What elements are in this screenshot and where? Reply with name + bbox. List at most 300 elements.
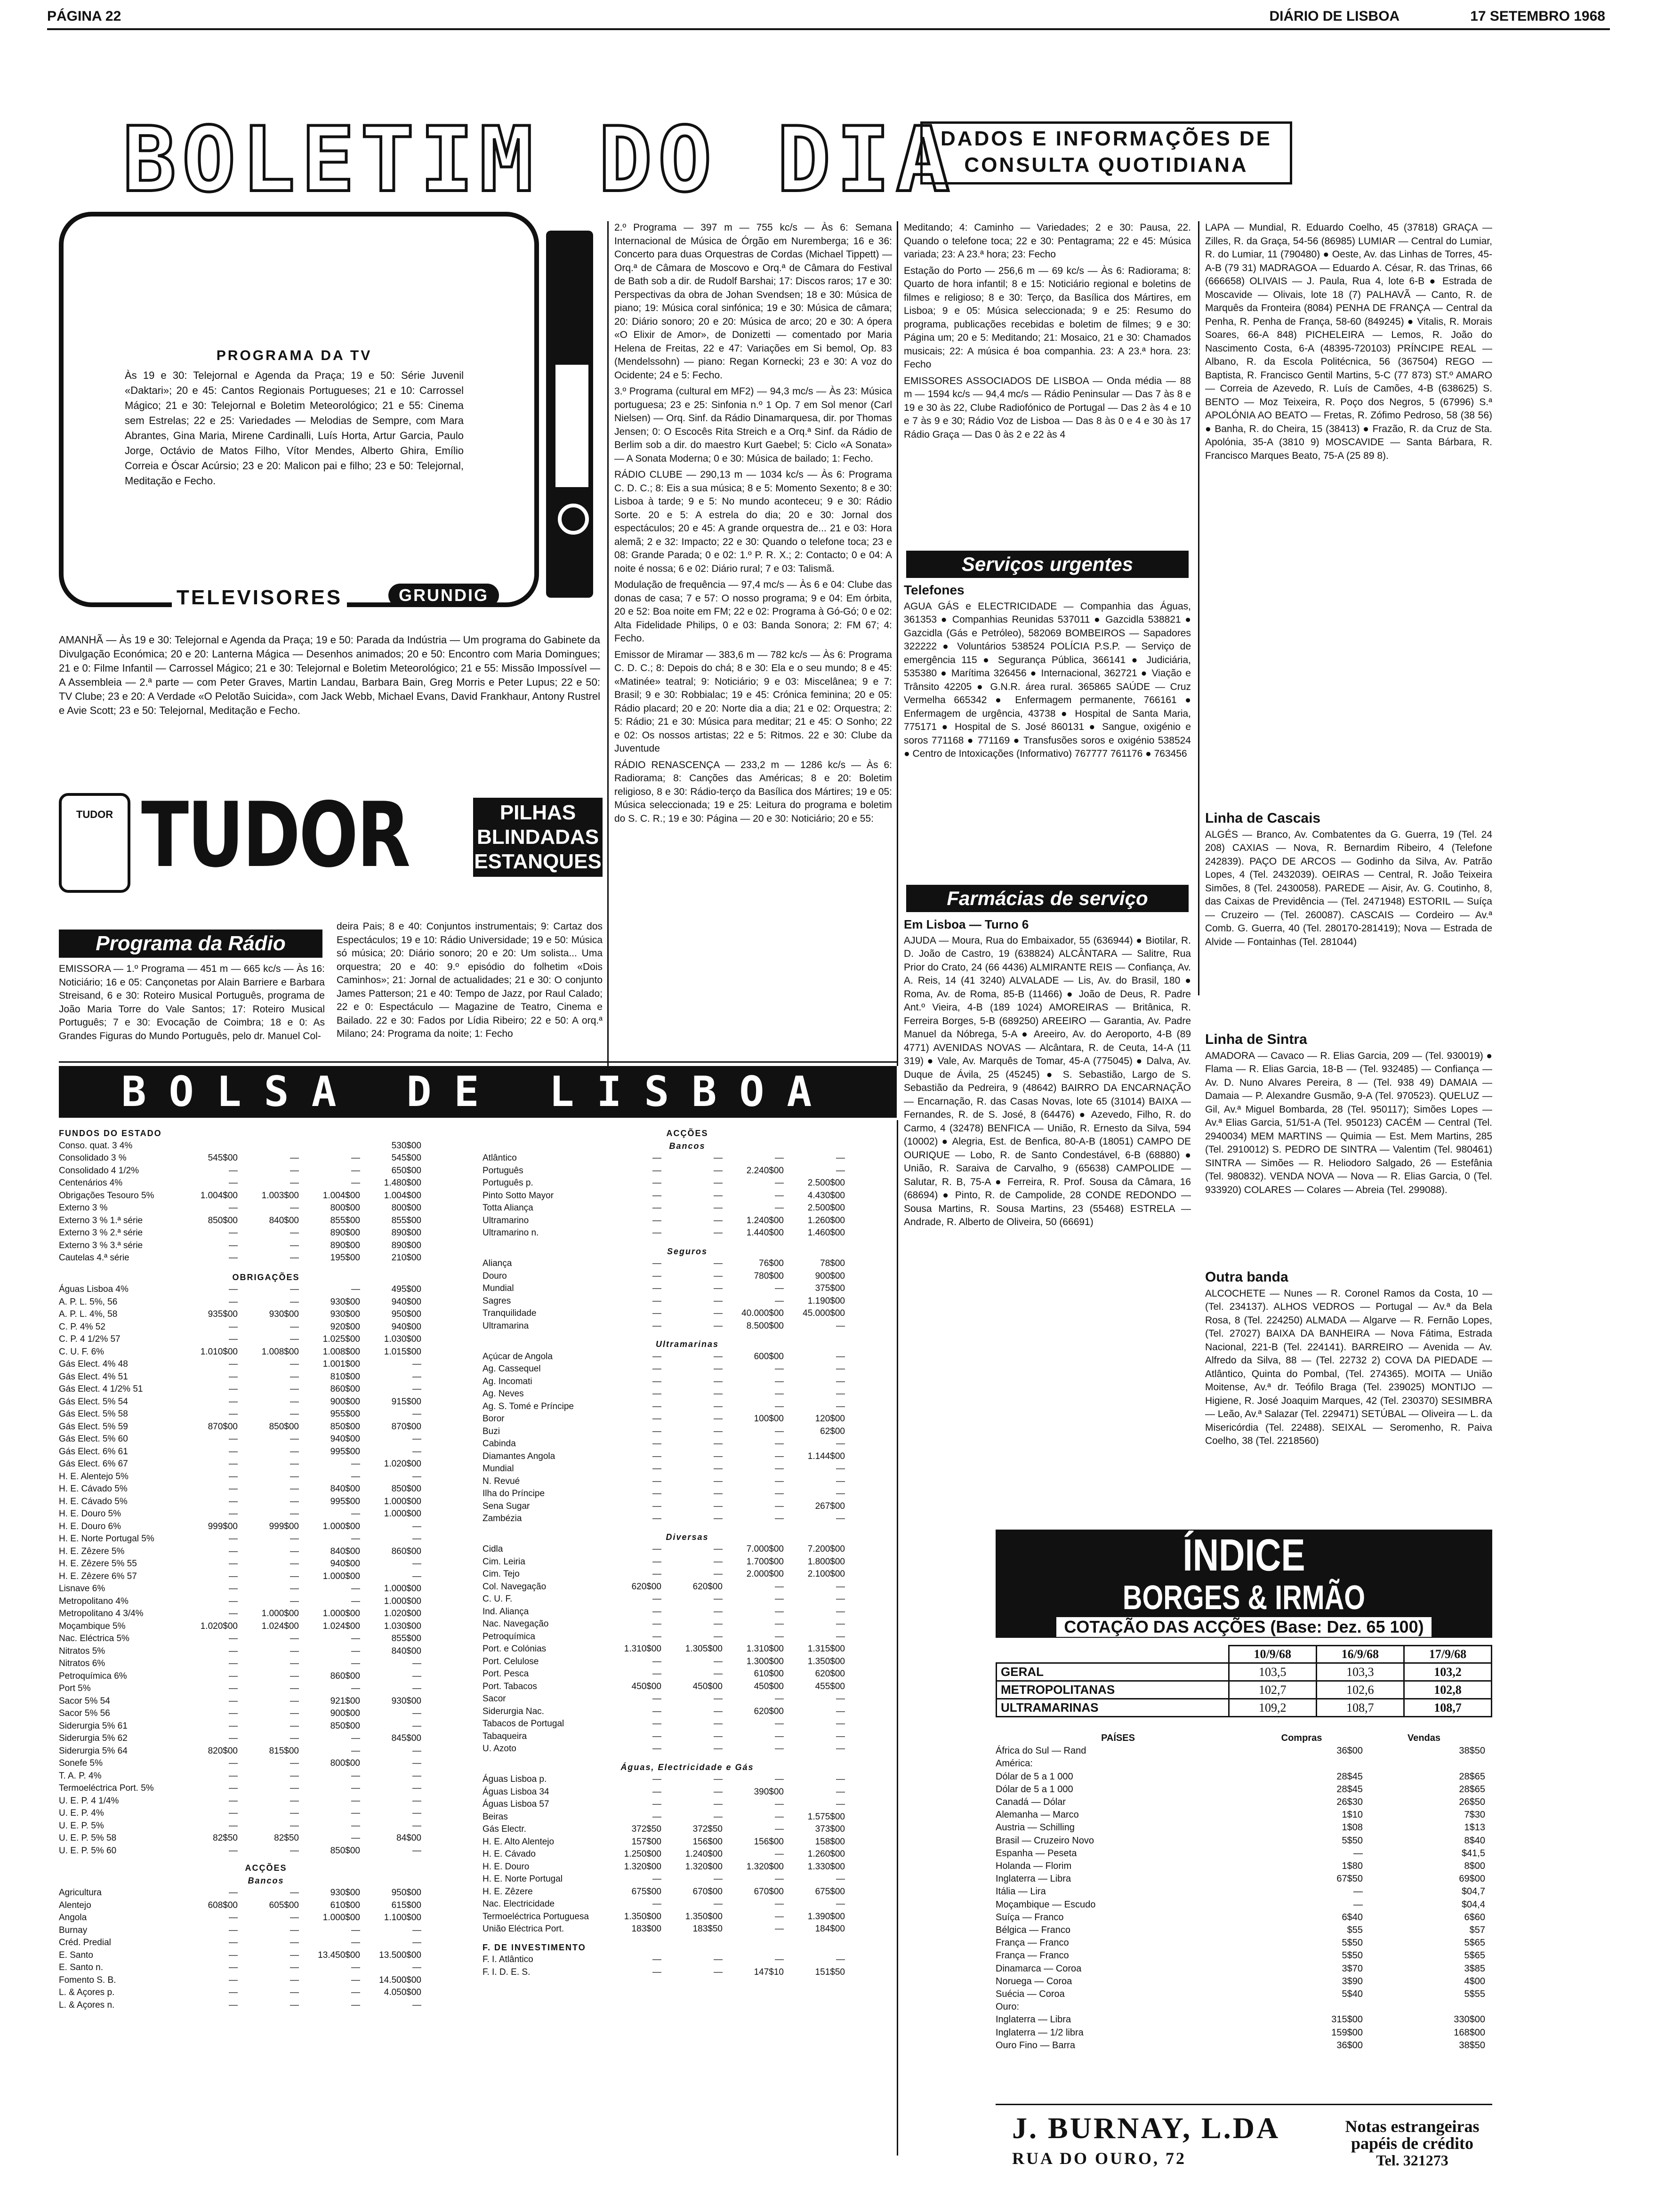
price-cell: —: [652, 1544, 661, 1554]
security-name: Ind. Aliança: [483, 1606, 529, 1617]
currency-name: Inglaterra — Libra: [996, 1874, 1071, 1884]
price-cell: —: [775, 1874, 784, 1884]
table-row: [59, 1820, 473, 1833]
security-name: H. E. Alentejo 5%: [59, 1471, 129, 1482]
price-cell: 1.001$00: [322, 1359, 360, 1369]
price-cell: —: [229, 1913, 238, 1923]
security-name: Angola: [59, 1913, 87, 1923]
rate-cell: 38$50: [1459, 2040, 1485, 2051]
security-name: Cim. Leiria: [483, 1556, 525, 1567]
price-cell: —: [229, 1783, 238, 1793]
price-cell: —: [775, 1153, 784, 1163]
price-cell: 815$00: [269, 1746, 299, 1756]
price-cell: —: [652, 1401, 661, 1411]
price-cell: —: [652, 1594, 661, 1604]
security-name: H. E. Cávado 5%: [59, 1496, 128, 1507]
price-cell: 1.350$00: [685, 1911, 723, 1922]
price-cell: 900$00: [330, 1396, 360, 1407]
table-row: [59, 1987, 473, 1999]
security-name: C. U. F.: [483, 1594, 513, 1604]
security-name: Sacor 5% 54: [59, 1696, 110, 1706]
price-cell: —: [775, 1731, 784, 1741]
rate-cell: 26$50: [1459, 1797, 1485, 1808]
rate-cell: 7$30: [1464, 1810, 1485, 1820]
price-cell: 1.025$00: [322, 1334, 360, 1344]
tagline-line: BLINDADAS: [476, 825, 599, 849]
price-cell: —: [229, 2000, 238, 2010]
price-cell: —: [290, 1988, 299, 1997]
price-cell: —: [290, 1471, 299, 1482]
price-cell: —: [290, 1297, 299, 1307]
price-cell: 935$00: [208, 1309, 238, 1319]
price-cell: 1.000$00: [322, 1609, 360, 1619]
price-cell: —: [652, 1426, 661, 1436]
rate-cell: 28$45: [1336, 1784, 1363, 1795]
table-row: [59, 1595, 473, 1608]
security-name: Gás Elect. 4% 48: [59, 1359, 128, 1369]
rate-cell: 38$50: [1459, 1746, 1485, 1756]
radio-column-1: EMISSORA — 1.º Programa — 451 m — 665 kc/s — Às 16: Noticiário; 16 e 05: Cançonetas por Alain Barriere e Barbara Streisand, 6 e 30: Roteiro Musical Português, programa de João Maria Torre do Vale Santos; 17: Roteiro Musical Português; 7 e 30: Evocação de Coimbra; 18 e 0: As Grandes Figuras do Mundo Português, pelo dr. Manuel Col-: [59, 963, 325, 1042]
price-cell: 1.004$00: [322, 1190, 360, 1201]
rate-cell: 3$70: [1342, 1963, 1363, 1974]
price-cell: 120$00: [815, 1414, 845, 1424]
price-cell: —: [652, 1203, 661, 1213]
table-row: [59, 1408, 473, 1421]
table-row: [59, 1383, 473, 1396]
security-name: Siderurgia 5% 61: [59, 1721, 128, 1731]
price-cell: 1.330$00: [807, 1861, 845, 1872]
price-cell: —: [229, 1559, 238, 1569]
price-cell: —: [775, 1376, 784, 1387]
price-cell: —: [290, 1696, 299, 1706]
price-cell: —: [652, 1165, 661, 1176]
radio-banner: Programa da Rádio: [59, 930, 322, 958]
price-cell: 158$00: [815, 1836, 845, 1847]
price-cell: 605$00: [269, 1900, 299, 1910]
security-name: L. & Açores p.: [59, 1988, 115, 1997]
price-cell: —: [714, 1731, 723, 1741]
price-cell: 850$00: [330, 1421, 360, 1432]
table-row: [996, 1860, 1492, 1873]
security-name: Mundial: [483, 1464, 514, 1474]
price-cell: —: [412, 2000, 421, 2010]
price-cell: —: [652, 1364, 661, 1374]
price-cell: 1.000$00: [322, 1913, 360, 1923]
price-cell: 1.024$00: [322, 1621, 360, 1631]
price-cell: 915$00: [391, 1396, 421, 1407]
price-cell: 372$50: [631, 1824, 661, 1834]
price-cell: —: [775, 1439, 784, 1449]
price-cell: —: [775, 1619, 784, 1629]
price-cell: 840$00: [330, 1546, 360, 1556]
price-cell: —: [836, 1165, 845, 1176]
price-cell: 8.500$00: [746, 1321, 784, 1331]
security-name: Águas Lisboa 4%: [59, 1284, 129, 1294]
currency-name: Alemanha — Marco: [996, 1810, 1079, 1820]
security-name: L. & Açores n.: [59, 2000, 115, 2010]
price-cell: —: [714, 1874, 723, 1884]
table-row: [59, 1974, 473, 1987]
price-cell: —: [290, 1683, 299, 1693]
price-cell: —: [290, 1534, 299, 1544]
table-row: [483, 1401, 892, 1413]
table-row: [59, 1333, 473, 1346]
price-cell: —: [836, 1464, 845, 1474]
security-name: H. E. Norte Portugal 5%: [59, 1534, 154, 1544]
table-row: [483, 1618, 892, 1631]
rate-cell: [1363, 2001, 1485, 2013]
table-row: [996, 1924, 1492, 1937]
security-name: Nac. Electricidade: [483, 1899, 555, 1909]
security-name: Siderurgia 5% 62: [59, 1733, 128, 1743]
price-cell: 855$00: [391, 1634, 421, 1643]
price-cell: —: [652, 1451, 661, 1461]
price-cell: 2.500$00: [807, 1203, 845, 1213]
security-name: Ultramarino n.: [483, 1228, 539, 1238]
section-label: Seguros: [667, 1246, 708, 1256]
price-cell: —: [714, 1787, 723, 1797]
security-name: Port. e Colónias: [483, 1644, 547, 1654]
price-cell: 156$00: [754, 1836, 784, 1847]
price-cell: —: [351, 1733, 360, 1743]
price-cell: 620$00: [692, 1581, 723, 1592]
price-cell: 455$00: [815, 1681, 845, 1691]
price-cell: —: [652, 1296, 661, 1306]
price-cell: —: [351, 1646, 360, 1656]
security-name: Petroquímica: [483, 1631, 535, 1642]
price-cell: —: [652, 1476, 661, 1486]
price-cell: 545$00: [391, 1153, 421, 1163]
table-row: [59, 1521, 473, 1533]
price-cell: —: [229, 1659, 238, 1668]
price-cell: —: [775, 1606, 784, 1617]
price-cell: —: [775, 1401, 784, 1411]
price-cell: 1.000$00: [384, 1509, 421, 1519]
price-cell: —: [836, 1364, 845, 1374]
section-label: FUNDOS DO ESTADO: [59, 1129, 162, 1138]
indice-title: ÍNDICE: [1182, 1530, 1305, 1580]
price-cell: —: [229, 1925, 238, 1935]
price-cell: 1.008$00: [322, 1346, 360, 1357]
table-row: [483, 1426, 892, 1438]
security-name: Totta Aliança: [483, 1203, 533, 1213]
table-row: [59, 1707, 473, 1720]
security-name: Sonefe 5%: [59, 1758, 103, 1768]
currency-name: Moçambique — Escudo: [996, 1899, 1096, 1910]
price-cell: 1.030$00: [384, 1334, 421, 1344]
table-row: [483, 1500, 892, 1513]
price-cell: —: [775, 1283, 784, 1293]
price-cell: —: [775, 1955, 784, 1964]
price-cell: —: [412, 1746, 421, 1756]
price-cell: —: [775, 1389, 784, 1399]
rate-cell: 5$55: [1464, 1989, 1485, 2000]
price-cell: 4.050$00: [384, 1988, 421, 1997]
security-name: Nac. Navegação: [483, 1619, 549, 1629]
security-name: Gás Elect. 6% 61: [59, 1446, 128, 1457]
price-cell: —: [229, 1733, 238, 1743]
price-cell: 1.320$00: [685, 1861, 723, 1872]
security-name: C. U. F. 6%: [59, 1346, 105, 1357]
price-cell: —: [714, 1165, 723, 1176]
price-cell: —: [714, 1606, 723, 1617]
price-cell: 840$00: [269, 1215, 299, 1226]
price-cell: —: [351, 1833, 360, 1843]
tv-tomorrow: AMANHÃ — Às 19 e 30: Telejornal e Agenda da Praça; 19 e 50: Parada da Indústria — Um programa do Gabinete da Divulgação Económica; 20 e 20: Lanterna Mágica — Desenhos animados; 20 e 50: Encontro com Maria Domingues; 21 e 0: Filme Infantil — Carrossel Mágico; 21 e 30: Telejornal e Boletim Meteorológico; 21 e 55: Missão Impossível — A Assembleia — 2.ª parte — com Peter Graves, Martin Landau, Barbara Bain, Greg Morris e Peter Lupus; 22 e 50: TV Clube; 23 e 20: A Verdade «O Pelotão Suicida», com Jack Webb, Michael Evans, David Frankhaur, Antony Rustrel e Avie Scott; 23 e 50: Telejornal, Meditação e Fecho.: [59, 634, 600, 716]
security-name: Burnay: [59, 1925, 88, 1935]
price-cell: 940$00: [330, 1559, 360, 1569]
price-cell: 870$00: [391, 1421, 421, 1432]
table-row: [59, 1433, 473, 1446]
tudor-ad: [59, 783, 603, 887]
price-cell: 850$00: [208, 1215, 238, 1226]
price-cell: 1.030$00: [384, 1621, 421, 1631]
security-name: Aliança: [483, 1258, 512, 1268]
price-cell: —: [775, 1694, 784, 1704]
security-name: Tabacos de Portugal: [483, 1719, 564, 1729]
table-row: [59, 1546, 473, 1558]
security-name: Tabaqueira: [483, 1731, 527, 1741]
servicos-list: Telefones AGUA GÁS e ELECTRICIDADE — Companhia das Águas, 361353 ● Companhias Reunidas 537011 ● Gazcidla 538821 ● Gazcidla (Gás e Petróleo), 582069 BOMBEIROS — Sapadores 322222 ● Voluntários 538524 POLÍCIA P.S.P. — Serviço de emergência 115 ● Segurança Pública, 366141 ● Judiciária, 535380 ● Marítima 326456 ● Internacional, 362721 ● Viação e Trânsito 42205 ● G.N.R. área rural. 365865 SAÚDE — Cruz Vermelha 665342 ● Enfermagem permanente, 766161 ● Enfermagem de urgência, 43738 ● Hospital de Santa Maria, 775171 ● Hospital de S. José 860131 ● Sangue, oxigénio e soros 771168 ● 771169 ● Transfusões soros e oxigénio 538524 ● Centro de Intoxicações (Informativo) 767777 761176 ● 763456: [904, 584, 1191, 759]
section-label: Bancos: [248, 1875, 284, 1885]
table-row: [483, 1376, 892, 1388]
price-cell: 157$00: [631, 1836, 661, 1847]
price-cell: —: [412, 1925, 421, 1935]
price-cell: —: [290, 1203, 299, 1213]
price-cell: —: [229, 1758, 238, 1768]
price-cell: —: [290, 1559, 299, 1569]
price-cell: —: [775, 1426, 784, 1436]
price-cell: —: [775, 1924, 784, 1934]
table-row: [59, 1912, 473, 1924]
table-row: [59, 1620, 473, 1633]
price-cell: —: [290, 1596, 299, 1606]
price-cell: —: [412, 1795, 421, 1806]
subtitle-box: DADOS E INFORMAÇÕES DE CONSULTA QUOTIDIANA: [920, 121, 1292, 184]
table-row: [59, 1962, 473, 1974]
price-cell: —: [652, 1439, 661, 1449]
price-cell: 84$00: [396, 1833, 421, 1843]
section-label: Ultramarinas: [655, 1339, 719, 1349]
price-cell: —: [351, 2000, 360, 2010]
table-row: [59, 1471, 473, 1483]
bolsa-left-table: [59, 1127, 473, 2012]
price-cell: —: [714, 1669, 723, 1679]
price-cell: —: [412, 1534, 421, 1544]
currency-name: Brasil — Cruzeiro Novo: [996, 1835, 1094, 1846]
price-cell: —: [290, 1359, 299, 1369]
price-cell: —: [351, 1795, 360, 1806]
price-cell: 183$00: [631, 1924, 661, 1934]
price-cell: —: [652, 1153, 661, 1163]
table-row: [483, 1786, 892, 1799]
price-cell: —: [290, 1228, 299, 1238]
price-cell: —: [229, 1371, 238, 1382]
price-cell: 1.310$00: [746, 1644, 784, 1654]
price-cell: —: [229, 1596, 238, 1606]
currency-name: Dólar de 5 a 1 000: [996, 1784, 1073, 1795]
price-cell: —: [714, 1967, 723, 1977]
rate-cell: 28$65: [1459, 1771, 1485, 1782]
price-cell: —: [290, 1484, 299, 1494]
table-row: [483, 1177, 892, 1190]
price-cell: 1.700$00: [746, 1556, 784, 1567]
price-cell: 14.500$00: [379, 1975, 421, 1985]
tagline-line: ESTANQUES: [474, 850, 602, 873]
table-row: [483, 1202, 892, 1215]
price-cell: —: [836, 1376, 845, 1387]
table-row: [483, 1295, 892, 1308]
table-row: [59, 1446, 473, 1459]
price-cell: 1.000$00: [384, 1596, 421, 1606]
table-row: [59, 1832, 473, 1845]
price-cell: —: [229, 1938, 238, 1948]
currency-name: Suécia — Coroa: [996, 1989, 1065, 2000]
price-cell: —: [836, 1899, 845, 1909]
column-divider: [1198, 221, 1199, 995]
table-row: [483, 1568, 892, 1581]
price-cell: —: [714, 1203, 723, 1213]
table-row: [59, 1845, 473, 1858]
price-cell: 1.250$00: [624, 1849, 661, 1859]
price-cell: —: [229, 1808, 238, 1818]
table-row: [483, 1923, 892, 1936]
price-cell: 1.000$00: [261, 1609, 299, 1619]
table-row: [59, 1899, 473, 1912]
price-cell: —: [714, 1364, 723, 1374]
price-cell: —: [412, 1671, 421, 1681]
table-row: [996, 1796, 1492, 1809]
table-row: [483, 1363, 892, 1376]
price-cell: 1.020$00: [384, 1609, 421, 1619]
price-cell: —: [714, 1774, 723, 1784]
price-cell: 610$00: [754, 1669, 784, 1679]
rate-cell: 8$00: [1464, 1861, 1485, 1872]
column-divider: [897, 221, 898, 1066]
security-name: Port. Tabacos: [483, 1681, 537, 1691]
price-cell: 920$00: [330, 1322, 360, 1332]
price-cell: 1.000$00: [384, 1584, 421, 1594]
price-cell: —: [714, 1321, 723, 1331]
price-cell: 780$00: [754, 1271, 784, 1281]
currency-name: Dólar de 5 a 1 000: [996, 1771, 1073, 1782]
price-cell: —: [836, 1719, 845, 1729]
table-row: [996, 1745, 1492, 1757]
table-row: [483, 1593, 892, 1606]
currency-name: África do Sul — Rand: [996, 1746, 1086, 1756]
table-row: [996, 1821, 1492, 1834]
price-cell: 675$00: [815, 1886, 845, 1897]
rate-cell: 1$08: [1342, 1822, 1363, 1833]
price-cell: —: [836, 1706, 845, 1716]
table-row: [59, 1924, 473, 1937]
price-cell: 1.320$00: [746, 1861, 784, 1872]
table-row: [483, 1190, 892, 1202]
price-cell: 850$00: [269, 1421, 299, 1432]
security-name: Externo 3 % 1.ª série: [59, 1215, 143, 1226]
price-cell: 13.450$00: [318, 1950, 360, 1960]
price-cell: 450$00: [692, 1681, 723, 1691]
tv-title: PROGRAMA DA TV: [216, 348, 372, 363]
rate-cell: 5$50: [1342, 1950, 1363, 1961]
section-label: Águas, Electricidade e Gás: [620, 1762, 754, 1772]
table-row: [483, 1270, 892, 1283]
price-cell: —: [652, 1308, 661, 1318]
price-cell: —: [714, 1401, 723, 1411]
table-row: [483, 1438, 892, 1451]
price-cell: —: [351, 1153, 360, 1163]
price-cell: 1.260$00: [807, 1215, 845, 1226]
price-cell: —: [412, 1659, 421, 1668]
currency-name: Noruega — Coroa: [996, 1976, 1072, 1987]
table-row: [59, 1695, 473, 1708]
price-cell: —: [775, 1899, 784, 1909]
security-name: Alentejo: [59, 1900, 91, 1910]
price-cell: —: [652, 1414, 661, 1424]
indice-table: [996, 1645, 1492, 1717]
price-cell: —: [652, 1787, 661, 1797]
price-cell: —: [412, 1471, 421, 1482]
price-cell: 1.310$00: [624, 1644, 661, 1654]
price-cell: —: [351, 1178, 360, 1188]
table-row: [59, 1421, 473, 1434]
security-name: Cidla: [483, 1544, 503, 1554]
price-cell: —: [836, 1489, 845, 1499]
currency-name: Bélgica — Franco: [996, 1925, 1070, 1936]
table-row: GERAL 103,5 103,3 103,2: [997, 1663, 1492, 1681]
price-cell: —: [290, 1334, 299, 1344]
price-cell: —: [836, 1774, 845, 1784]
price-cell: —: [229, 1683, 238, 1693]
security-name: Gás Elect. 5% 59: [59, 1421, 128, 1432]
price-cell: —: [290, 1771, 299, 1781]
price-cell: —: [652, 1178, 661, 1188]
table-row: [483, 1282, 892, 1295]
price-cell: 1.240$00: [685, 1849, 723, 1859]
price-cell: —: [290, 1783, 299, 1793]
price-cell: —: [351, 1459, 360, 1469]
price-cell: —: [714, 1190, 723, 1201]
price-cell: 13.500$00: [379, 1950, 421, 1960]
price-cell: —: [412, 1963, 421, 1972]
burnay-notes: [1327, 2118, 1497, 2169]
table-row: [483, 1165, 892, 1178]
security-name: Águas Lisboa 34: [483, 1787, 549, 1797]
price-cell: —: [229, 1509, 238, 1519]
price-cell: —: [229, 1384, 238, 1394]
price-cell: —: [412, 1409, 421, 1419]
table-row: [996, 1809, 1492, 1821]
price-cell: —: [836, 1799, 845, 1809]
security-name: Pinto Sotto Mayor: [483, 1190, 554, 1201]
price-cell: —: [351, 1963, 360, 1972]
price-cell: —: [412, 1845, 421, 1856]
price-cell: —: [836, 1153, 845, 1163]
price-cell: —: [652, 1376, 661, 1387]
rate-cell: 6$60: [1464, 1912, 1485, 1923]
price-cell: —: [775, 1489, 784, 1499]
price-cell: 600$00: [754, 1351, 784, 1362]
table-row: [483, 1606, 892, 1619]
security-name: H. E. Norte Portugal: [483, 1874, 563, 1884]
price-cell: —: [652, 1464, 661, 1474]
security-name: Diamantes Angola: [483, 1451, 555, 1461]
table-row: [483, 1307, 892, 1320]
price-cell: —: [836, 1606, 845, 1617]
table-row: [59, 1887, 473, 1899]
price-cell: 1.575$00: [807, 1811, 845, 1822]
price-cell: —: [652, 1514, 661, 1523]
